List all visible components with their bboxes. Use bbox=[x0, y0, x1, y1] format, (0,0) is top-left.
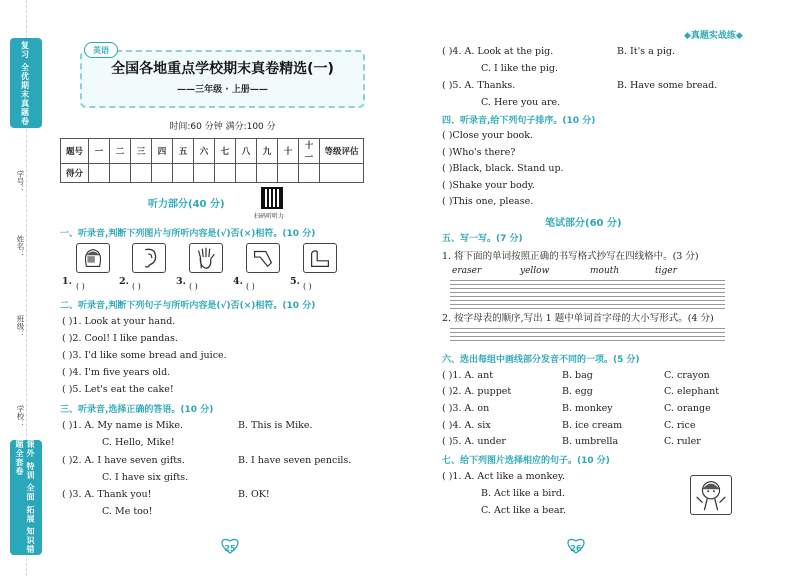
leg-picture-icon bbox=[246, 243, 280, 273]
s3-option-c[interactable]: C. I like the pig. bbox=[481, 63, 559, 74]
s3-option-b[interactable]: B. This is Mike. bbox=[238, 420, 313, 431]
picture-number: 5. bbox=[290, 276, 300, 287]
page-title: 全国各地重点学校期末真卷精选(一) bbox=[111, 61, 334, 77]
score-input-cell[interactable] bbox=[89, 164, 110, 183]
s3-option-b[interactable]: B. Have some bread. bbox=[617, 80, 718, 91]
s3-option-a[interactable]: ( )1. A. My name is Mike. bbox=[62, 420, 184, 431]
s6-option-b[interactable]: B. umbrella bbox=[562, 436, 619, 447]
listening-section-title: 听力部分(40 分) bbox=[148, 199, 225, 210]
s3-option-b[interactable]: B. I have seven pencils. bbox=[238, 455, 352, 466]
s5-word: eraser bbox=[452, 266, 482, 276]
s6-option-a[interactable]: ( )1. A. ant bbox=[442, 370, 494, 381]
field-school-label: 学校： bbox=[16, 405, 25, 428]
s7-option-a[interactable]: ( )1. A. Act like a monkey. bbox=[442, 471, 565, 482]
s3-option-b[interactable]: B. OK! bbox=[238, 489, 270, 500]
picture-number: 1. bbox=[62, 276, 72, 287]
girl-picture-icon bbox=[690, 475, 732, 515]
s3-option-c[interactable]: C. Me too! bbox=[102, 506, 153, 517]
score-input-cell[interactable] bbox=[173, 164, 194, 183]
score-cell: 五 bbox=[173, 139, 194, 164]
exam-meta: 时间:60 分钟 满分:100 分 bbox=[169, 122, 276, 132]
s7-option-b[interactable]: B. Act like a bird. bbox=[481, 488, 565, 499]
score-table-header-row bbox=[61, 139, 364, 164]
strip-bottom-caption: 课外 特训 全面 拓展 知识错题全套卷 bbox=[10, 440, 42, 555]
score-input-cell[interactable] bbox=[152, 164, 173, 183]
qr-code-icon[interactable] bbox=[261, 187, 283, 209]
s4-sentence[interactable]: ( )This one, please. bbox=[442, 196, 534, 207]
s6-option-a[interactable]: ( )4. A. six bbox=[442, 420, 491, 431]
score-cell: 一 bbox=[89, 139, 110, 164]
s2-sentence[interactable]: ( )3. I'd like some bread and juice. bbox=[62, 350, 227, 361]
picture-number: 3. bbox=[176, 276, 186, 287]
section-3-title: 三、听录音,选择正确的答语。(10 分) bbox=[60, 405, 214, 415]
writing-section-title: 笔试部分(60 分) bbox=[545, 218, 622, 229]
score-input-cell[interactable] bbox=[320, 164, 364, 183]
section-5-title: 五、写一写。(7 分) bbox=[442, 234, 523, 244]
arm-picture-icon bbox=[303, 243, 337, 273]
s6-option-b[interactable]: B. ice cream bbox=[562, 420, 623, 431]
s6-option-a[interactable]: ( )3. A. on bbox=[442, 403, 490, 414]
s4-sentence[interactable]: ( )Shake your body. bbox=[442, 180, 535, 191]
hand-picture-icon bbox=[189, 243, 223, 273]
score-input-cell[interactable] bbox=[110, 164, 131, 183]
s5-word: yellow bbox=[520, 266, 550, 276]
strip-top-caption: 复习 全优期末真题卷 bbox=[10, 38, 42, 128]
s6-option-c[interactable]: C. rice bbox=[664, 420, 696, 431]
s4-sentence[interactable]: ( )Close your book. bbox=[442, 130, 534, 141]
four-line-grid[interactable] bbox=[450, 280, 725, 296]
s2-sentence[interactable]: ( )5. Let's eat the cake! bbox=[62, 384, 174, 395]
answer-bracket[interactable]: ( ) bbox=[189, 282, 198, 291]
score-input-cell[interactable] bbox=[278, 164, 299, 183]
qr-label: 扫码听听力 bbox=[254, 213, 285, 220]
score-input-cell[interactable] bbox=[194, 164, 215, 183]
score-table-score-row bbox=[61, 164, 364, 183]
field-name-label: 姓名： bbox=[16, 235, 25, 258]
section-7-title: 七、给下列图片选择相应的句子。(10 分) bbox=[442, 456, 610, 466]
s3-option-c[interactable]: C. I have six gifts. bbox=[102, 472, 189, 483]
s5-question-2: 2. 按字母表的顺序,写出 1 题中单词首字母的大小写形式。(4 分) bbox=[442, 313, 714, 324]
s7-option-c[interactable]: C. Act like a bear. bbox=[481, 505, 567, 516]
s2-sentence[interactable]: ( )1. Look at your hand. bbox=[62, 316, 176, 327]
subject-badge: 英语 bbox=[84, 42, 118, 58]
s3-option-c[interactable]: C. Here you are. bbox=[481, 97, 561, 108]
score-cell: 十 bbox=[278, 139, 299, 164]
answer-bracket[interactable]: ( ) bbox=[246, 282, 255, 291]
answer-bracket[interactable]: ( ) bbox=[132, 282, 141, 291]
field-id-label: 学号： bbox=[16, 170, 25, 193]
field-class-label: 班级： bbox=[16, 315, 25, 338]
score-input-cell[interactable] bbox=[236, 164, 257, 183]
section-1-title: 一、听录音,判断下列图片与所听内容是(√)否(×)相符。(10 分) bbox=[60, 229, 316, 239]
s5-question-1: 1. 将下面的单词按照正确的书写格式抄写在四线格中。(3 分) bbox=[442, 251, 699, 262]
picture-number: 4. bbox=[233, 276, 243, 287]
s6-option-c[interactable]: C. elephant bbox=[664, 386, 720, 397]
score-input-cell[interactable] bbox=[215, 164, 236, 183]
score-table bbox=[60, 138, 364, 183]
grade-subtitle: ——三年级 · 上册—— bbox=[177, 85, 268, 95]
s3-option-a[interactable]: ( )4. A. Look at the pig. bbox=[442, 46, 554, 57]
answer-bracket[interactable]: ( ) bbox=[76, 282, 85, 291]
answer-bracket[interactable]: ( ) bbox=[303, 282, 312, 291]
score-cell: 十一 bbox=[299, 139, 320, 164]
s3-option-a[interactable]: ( )2. A. I have seven gifts. bbox=[62, 455, 185, 466]
score-input-cell[interactable] bbox=[299, 164, 320, 183]
section-2-title: 二、听录音,判断下列句子与所听内容是(√)否(×)相符。(10 分) bbox=[60, 301, 316, 311]
section-6-title: 六、选出每组中画线部分发音不同的一项。(5 分) bbox=[442, 355, 640, 365]
s5-word: mouth bbox=[590, 266, 620, 276]
s6-option-c[interactable]: C. crayon bbox=[664, 370, 710, 381]
page-number-right: 26 bbox=[570, 544, 582, 553]
score-cell: 九 bbox=[257, 139, 278, 164]
score-cell: 六 bbox=[194, 139, 215, 164]
s5-word: tiger bbox=[655, 266, 677, 276]
section-4-title: 四、听录音,给下列句子排序。(10 分) bbox=[442, 116, 596, 126]
page-number-left: 25 bbox=[224, 544, 236, 553]
side-strip bbox=[10, 0, 42, 576]
s4-sentence[interactable]: ( )Black, black. Stand up. bbox=[442, 163, 564, 174]
score-row-label: 得分 bbox=[61, 164, 89, 183]
score-cell: 题号 bbox=[61, 139, 89, 164]
s6-option-b[interactable]: B. bag bbox=[562, 370, 593, 381]
s3-option-b[interactable]: B. It's a pig. bbox=[617, 46, 676, 57]
s6-option-a[interactable]: ( )5. A. under bbox=[442, 436, 506, 447]
s3-option-a[interactable]: ( )3. A. Thank you! bbox=[62, 489, 152, 500]
s3-option-a[interactable]: ( )5. A. Thanks. bbox=[442, 80, 516, 91]
s2-sentence[interactable]: ( )4. I'm five years old. bbox=[62, 367, 171, 378]
s6-option-c[interactable]: C. ruler bbox=[664, 436, 701, 447]
s6-option-b[interactable]: B. egg bbox=[562, 386, 593, 397]
score-input-cell[interactable] bbox=[131, 164, 152, 183]
s4-sentence[interactable]: ( )Who's there? bbox=[442, 147, 516, 158]
ear-picture-icon bbox=[132, 243, 166, 273]
four-line-grid[interactable] bbox=[450, 328, 725, 344]
score-cell: 三 bbox=[131, 139, 152, 164]
s2-sentence[interactable]: ( )2. Cool! I like pandas. bbox=[62, 333, 178, 344]
score-cell: 二 bbox=[110, 139, 131, 164]
score-cell: 四 bbox=[152, 139, 173, 164]
s3-option-c[interactable]: C. Hello, Mike! bbox=[102, 437, 175, 448]
score-cell: 七 bbox=[215, 139, 236, 164]
score-cell: 八 bbox=[236, 139, 257, 164]
corner-tag: ◆真题实战练◆ bbox=[684, 31, 743, 41]
s6-option-b[interactable]: B. monkey bbox=[562, 403, 613, 414]
picture-number: 2. bbox=[119, 276, 129, 287]
score-cell: 等级评估 bbox=[320, 139, 364, 164]
s6-option-c[interactable]: C. orange bbox=[664, 403, 711, 414]
score-input-cell[interactable] bbox=[257, 164, 278, 183]
face-picture-icon bbox=[76, 243, 110, 273]
s6-option-a[interactable]: ( )2. A. puppet bbox=[442, 386, 512, 397]
